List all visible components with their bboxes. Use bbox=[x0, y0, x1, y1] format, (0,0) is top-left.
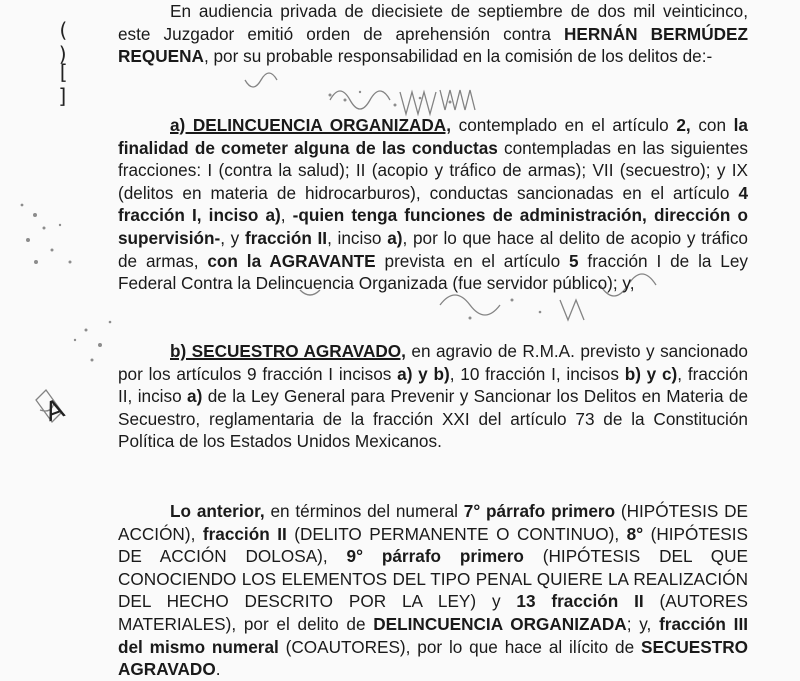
text-run: . bbox=[215, 659, 221, 680]
bold-run: la finalidad de cometer alguna de las conductas bbox=[118, 115, 748, 158]
bold-run: 4 fracción I, inciso a) bbox=[118, 182, 748, 226]
paragraph-fundamento bbox=[118, 500, 748, 681]
text-run: (HIPÓTESIS DE ACCIÓN), bbox=[118, 501, 748, 544]
text-run: ; y, bbox=[626, 613, 660, 634]
text-run: fracción I de la Ley Federal Contra la Delincuencia Organizada (fue servidor público); y, bbox=[118, 250, 749, 294]
bold-run: DELINCUENCIA ORGANIZADA bbox=[373, 613, 627, 634]
text-run: En audiencia privada de diecisiete de septiembre de dos mil veinticinco, este Juzgador emitió orden de aprehensión contra bbox=[118, 1, 748, 44]
text-run: (HIPÓTESIS DEL QUE CONOCIENDO LOS ELEMENTOS DEL TIPO PENAL QUIERE LA REALIZACIÓN DEL HECHO DESCRITO POR LA LEY) y bbox=[118, 546, 748, 612]
text-run: (COAUTORES), por lo que hace al ilícito de bbox=[278, 636, 642, 657]
text-run: , por su probable responsabilidad en la comisión de los delitos de:- bbox=[203, 46, 713, 67]
bold-run: 5 bbox=[569, 250, 579, 271]
paragraph-delincuencia bbox=[118, 114, 748, 295]
bold-run: con la AGRAVANTE bbox=[207, 250, 376, 271]
paragraph-secuestro bbox=[118, 340, 748, 453]
text-run: con bbox=[690, 115, 734, 135]
text-run: de la Ley General para Prevenir y Sancionar los Delitos en Materia de Secuestro, reglamentaria de la fracción XXI del artículo 73 de la Constitución Política de los Estados Unidos Mexicanos. bbox=[118, 386, 749, 452]
text-run: , 10 fracción I, incisos bbox=[449, 363, 625, 384]
margin-bracket-mark: ( ) bbox=[57, 18, 70, 66]
bold-run: -quien tenga funciones de administración, dirección o supervisión- bbox=[118, 205, 748, 248]
bold-run: fracción II bbox=[244, 227, 328, 248]
text-run: , y bbox=[220, 227, 245, 248]
text-run: (DELITO PERMANENTE O CONTINUO), bbox=[286, 523, 627, 544]
bold-run: 13 fracción II bbox=[516, 591, 644, 612]
bold-run: fracción III del mismo numeral bbox=[118, 613, 748, 657]
bold-run: 9° párrafo primero bbox=[346, 546, 524, 567]
text-run: , inciso bbox=[327, 227, 388, 248]
text-run: contemplado en el artículo bbox=[451, 115, 677, 135]
bold-run: Lo anterior, bbox=[170, 501, 265, 521]
text-run: , por lo que hace al delito de acopio y tráfico de armas, bbox=[118, 227, 748, 271]
text-run: , bbox=[280, 205, 293, 226]
bold-run: 8° bbox=[626, 523, 644, 544]
section-heading: a) DELINCUENCIA ORGANIZADA, bbox=[170, 115, 451, 135]
bold-run: 2, bbox=[676, 115, 691, 135]
text-run: (AUTORES MATERIALES), por el delito de bbox=[118, 591, 748, 634]
accused-name: HERNÁN BERMÚDEZ REQUENA bbox=[118, 23, 748, 67]
paragraph-intro bbox=[118, 0, 748, 68]
bold-run: a) y b) bbox=[397, 363, 450, 384]
bold-run: b) y c) bbox=[624, 363, 678, 384]
margin-bracket-mark: [ ] bbox=[57, 60, 70, 108]
bold-run: SECUESTRO AGRAVADO bbox=[118, 636, 748, 680]
text-run: (HIPÓTESIS DE ACCIÓN DOLOSA), bbox=[118, 523, 749, 567]
section-heading: b) SECUESTRO AGRAVADO, bbox=[170, 341, 406, 361]
text-run: prevista en el artículo bbox=[375, 250, 569, 271]
handwritten-stamp-letter: A bbox=[41, 393, 69, 429]
bold-run: 7° párrafo primero bbox=[463, 501, 616, 521]
bold-run: a) bbox=[387, 227, 403, 248]
text-run: en términos del numeral bbox=[264, 501, 464, 521]
text-run: , fracción II, inciso bbox=[118, 363, 749, 407]
bold-run: a) bbox=[187, 386, 203, 407]
text-run: contempladas en las siguientes fracciones: I (contra la salud); II (acopio y tráfico de armas); VII (secuestro); y IX (delitos en materia de hidrocarburos), conductas sancionadas en el artículo bbox=[118, 137, 748, 203]
text-run: en agravio de R.M.A. previsto y sancionado por los artículos 9 fracción I incisos bbox=[118, 341, 748, 384]
bold-run: fracción II bbox=[202, 523, 287, 544]
